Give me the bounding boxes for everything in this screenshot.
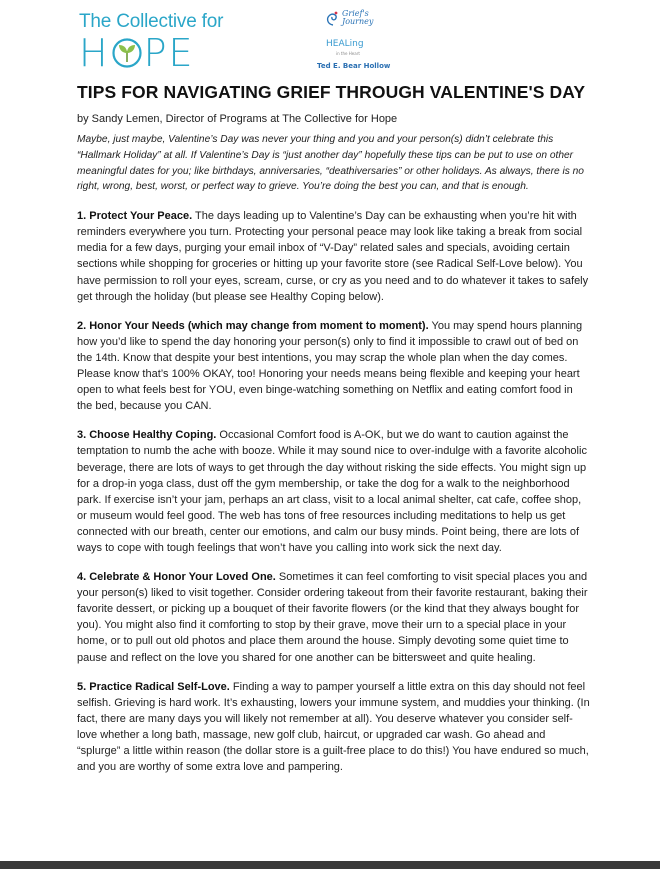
byline: by Sandy Lemen, Director of Programs at The Collective for Hope [77,113,398,125]
logo-text-line1: The Collective for [79,11,224,32]
griefs-journey-logo [324,10,373,28]
healing-heart-logo [326,40,364,58]
logo-letters-pe: PE [143,31,195,75]
viewer-bottom-bar [0,861,660,869]
page-title-text: TIPS FOR NAVIGATING GRIEF THROUGH VALENTINE'S DAY [77,82,586,102]
tip-heading: 3. Choose Healthy Coping. [77,429,217,442]
intro-paragraph: Maybe, just maybe, Valentine’s Day was never your thing and you and your person(s) didn’t celebrate this “Hallmark Holiday” at all. If Valentine’s Day is “just another day” hopefully these tips can be put to use on other meaningful dates for you; like birthdays, anniversaries, “deathiversaries” or other holidays. As always, there is no right, wrong, best, worst, or perfect way to grieve. You’re doing the best you can, and that is enough. [77,134,584,193]
griefs-journey-line1: Grief's [342,9,369,18]
tip-paragraph [77,569,591,666]
partner-logos [316,9,396,71]
tip-paragraph [77,679,591,776]
tip-paragraph [77,427,591,556]
article-body [77,82,591,775]
tip-heading: 1. Protect Your Peace. [77,210,193,223]
healing-subtext: in the Heart [336,51,360,56]
leaf-icon [111,37,143,69]
tip-body: Sometimes it can feel comforting to visit special places you and your person(s) liked to visit together. Consider ordering takeout from their favorite restaurant, baking their favorite dessert, or picking up a bouquet of their favorite flowers (or the kind that they always bought for you). You might also find it comforting to stop by their grave, move their urn to a special place in your home, or to pull out old photos and place them around the house. Simply devoting some quiet time to pause and reflect on the love you shared for one another can be bittersweet and quite healing. [77,571,588,664]
ted-e-bear-hollow-logo: Ted E. Bear Hollow [317,62,391,70]
tip-heading: 4. Celebrate & Honor Your Loved One. [77,571,276,584]
tip-body: Occasional Comfort food is A-OK, but we do want to caution against the temptation to numb the ache with booze. While it may sound nice to over-indulge with a favorite alcoholic beverage, there are lots of ways to get through the day without risking the side effects. You might sign up for a drop-in yoga class, dust off the gym membership, or take the dog for a walk to the neighborhood park. If exercise isn’t your jam, perhaps an art class, visit to a local animal shelter, cat cafe, coffee shop, or museum would feel good. The web has tons of free resources including meditations to help us get connected with our breath, center our emotions, and calm our busy minds. Point being, there are lots of ways to cope with tough feelings that won’t have you calling into work sick the next day. [77,429,587,554]
logo-text-line2 [79,33,209,73]
tip-heading: 2. Honor Your Needs (which may change from moment to moment). [77,319,429,332]
logo-letter-h: H [79,31,110,75]
swirl-icon [324,10,342,28]
griefs-journey-line2: Journey [342,17,374,26]
healing-text: HEALing [326,39,364,49]
tip-body: Finding a way to pamper yourself a little extra on this day should not feel selfish. Grieving is hard work. It’s exhausting, lowers your immune system, and muddies your thinking. (In fact, there are many days you will likely not remember at all). You deserve whatever you consider self-love whether a long bath, massage, new golf club, haircut, or upgraded car wash. Go ahead and “splurge” a little within reason (the dollar store is a guilt-free place to do this!) You have endured so much, and you are worthy of some extra love and pampering. [77,680,590,774]
tip-body: The days leading up to Valentine’s Day can be exhausting when you’re hit with reminders everywhere you turn. Protecting your personal peace may look like taking a break from social media for a few days, purging your email inbox of “V-Day” related sales and specials, avoiding certain sections while shopping for groceries or hitting up your favorite store (see Radical Self-Love below). You have permission to roll your eyes, scream, curse, or cry as you need and to do whatever it takes to safely get through the holiday (but please see Healthy Coping below). [77,210,589,303]
page-title [77,82,591,103]
collective-for-hope-logo [79,11,224,75]
griefs-journey-text [342,10,373,26]
tip-paragraph [77,318,591,415]
tip-body: You may spend hours planning how you’d like to spend the day honoring your person(s) only to find it impossible to crawl out of bed on the 14th. Know that despite your best intentions, you may scrap the whole plan when the day comes. Please know that’s 100% OKAY, too! Honoring your needs means being flexible and keeping your heart open to what feels best for YOU, even binge-watching something on Netflix and eating comfort food in the bed, because you CAN. [77,319,583,413]
tip-paragraph [77,208,591,305]
tip-heading: 5. Practice Radical Self-Love. [77,680,230,693]
